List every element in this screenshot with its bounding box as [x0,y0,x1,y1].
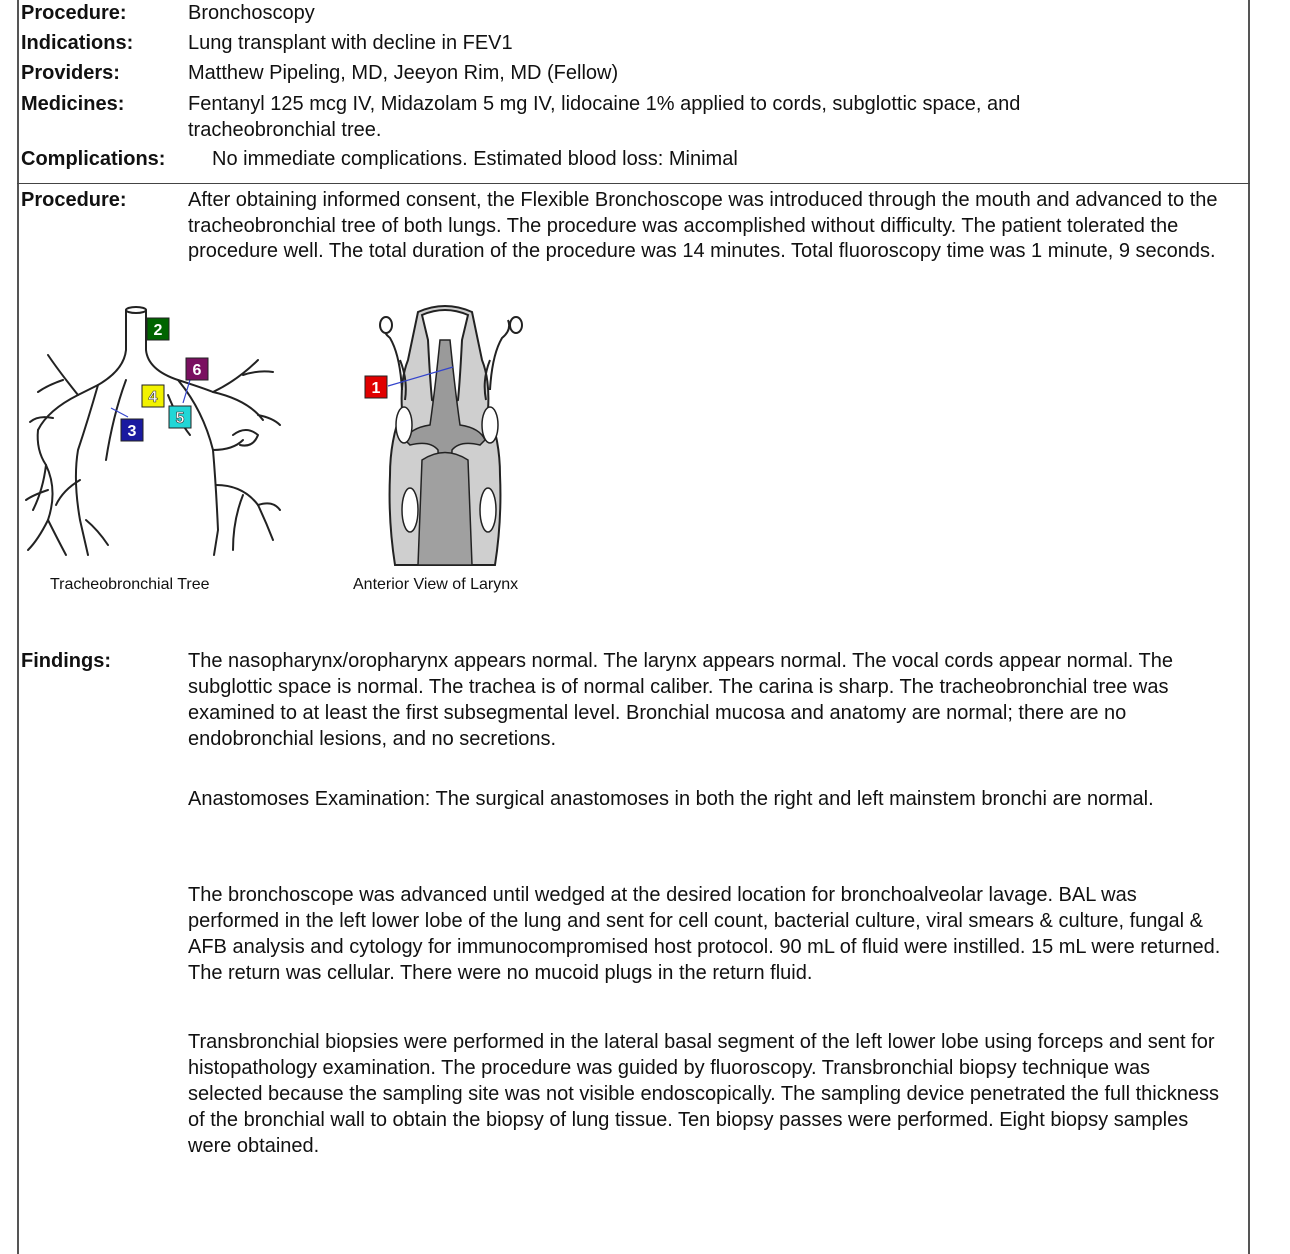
providers-label: Providers: [21,62,120,84]
marker-6 [186,358,208,380]
indications-label: Indications: [21,32,134,54]
complications-value: No immediate complications. Estimated blood loss: Minimal [212,148,738,170]
findings-label: Findings: [21,650,111,672]
tracheobronchial-tree-diagram [18,300,288,568]
findings-paragraph-2: Anastomoses Examination: The surgical anastomoses in both the right and left mainstem bronchi are normal. [188,788,1154,810]
procedure-section-label: Procedure: [21,189,127,211]
providers-value: Matthew Pipeling, MD, Jeeyon Rim, MD (Fellow) [188,62,619,84]
svg-text:1: 1 [371,380,381,397]
larynx-caption: Anterior View of Larynx [353,576,519,593]
findings-paragraph-1: The nasopharynx/oropharynx appears normal. The larynx appears normal. The vocal cords appear normal. The subglottic space is normal. The trachea is of normal caliber. The carina is sharp. The tracheobronchial tree was examined to at least the first subsegmental level. Bronchial mucosa and anatomy are normal; there are no endobronchial lesions, and no secretions. [188,650,1173,750]
marker-2 [147,318,169,340]
findings-paragraph-4: Transbronchial biopsies were performed in the lateral basal segment of the left lower lobe using forceps and sent for histopathology examination. The procedure was guided by fluoroscopy. Transbronchial biopsy technique was selected because the sampling site was not visible endoscopically. The sampling device penetrated the full thickness of the bronchial wall to obtain the biopsy of lung tissue. Ten biopsy passes were performed. Eight biopsy samples were obtained. [188,1031,1219,1157]
svg-text:5: 5 [175,410,185,427]
procedure-value: Bronchoscopy [188,2,315,24]
medicines-value: Fentanyl 125 mcg IV, Midazolam 5 mg IV, lidocaine 1% applied to cords, subglottic space, and tracheobronchial tree. [188,93,1021,141]
marker-4 [142,385,164,407]
marker-5 [169,406,191,428]
complications-label: Complications: [21,148,166,170]
svg-text:6: 6 [192,362,202,379]
svg-text:3: 3 [127,423,137,440]
marker-3 [121,419,143,441]
svg-text:2: 2 [153,322,163,339]
findings-paragraph-3: The bronchoscope was advanced until wedged at the desired location for bronchoalveolar lavage. BAL was performed in the left lower lobe of the lung and sent for cell count, bacterial culture, viral smears & culture, fungal & AFB analysis and cytology for immunocompromised host protocol. 90 mL of fluid were instilled. 15 mL were returned. The return was cellular. There were no mucoid plugs in the return fluid. [188,884,1221,984]
marker-1 [365,376,387,398]
svg-text:4: 4 [148,389,158,406]
medicines-label: Medicines: [21,93,125,115]
procedure-narrative: After obtaining informed consent, the Flexible Bronchoscope was introduced through the mouth and advanced to the tracheobronchial tree of both lungs. The procedure was accomplished without difficulty. The patient tolerated the procedure well. The total duration of the procedure was 14 minutes. Total fluoroscopy time was 1 minute, 9 seconds. [188,189,1218,262]
procedure-label: Procedure: [21,2,127,24]
larynx-diagram [360,300,535,568]
section-divider [17,183,1250,184]
indications-value: Lung transplant with decline in FEV1 [188,32,513,54]
tree-caption: Tracheobronchial Tree [50,576,210,593]
